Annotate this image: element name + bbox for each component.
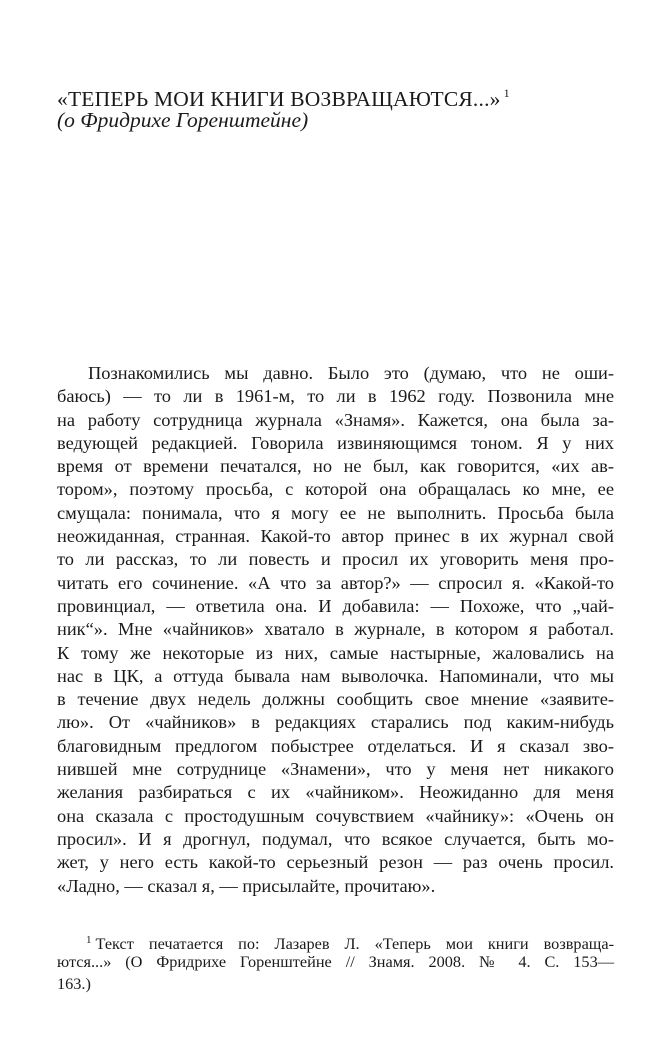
paragraph-line: то ли рассказ, то ли повесть и просил их уговорить меня про-: [57, 549, 614, 570]
paragraph-line: лю». От «чайников» в редакциях старались под каким-нибудь: [57, 712, 614, 733]
paragraph-line: ник“». Мне «чайников» хватало в журнале, в котором я работал.: [57, 619, 614, 640]
paragraph-line: неожиданная, странная. Какой-то автор принес в их журнал свой: [57, 526, 614, 547]
paragraph-line: она сказала с простодушным сочувствием «чайнику»: «Очень он: [57, 805, 614, 826]
footnote: [57, 929, 614, 995]
paragraph-line: баюсь) — то ли в 1961-м, то ли в 1962 году. Позвонила мне: [57, 386, 614, 407]
paragraph-line: желания разбираться с их «чайником». Неожиданно для меня: [57, 782, 614, 803]
footnote-line: [57, 929, 614, 951]
paragraph-line: тором», поэтому просьба, с которой она обращалась ко мне, ее: [57, 479, 614, 500]
paragraph-line: в течение двух недель должны сообщить свое мнение «заявите-: [57, 689, 614, 710]
footnote-reference: 1: [503, 86, 510, 100]
paragraph-line: нившей мне сотруднице «Знамени», что у меня нет никакого: [57, 759, 614, 780]
paragraph-line: жет, у него есть какой-то серьезный резон — раз очень просил.: [57, 852, 614, 873]
paragraph-line: на работу сотрудница журнала «Знамя». Кажется, она была за-: [57, 409, 614, 430]
paragraph-line: ведующей редакцией. Говорила извиняющимся тоном. Я у них: [57, 432, 614, 453]
paragraph-line: просил». И я дрогнул, подумал, что всякое случается, быть мо-: [57, 828, 614, 849]
footnote-line-text: Текст печатается по: Лазарев Л. «Теперь мои книги возвраща-: [95, 934, 614, 953]
paragraph-line: смущала: понимала, что я могу ее не выполнить. Просьба была: [57, 502, 614, 523]
chapter-subtitle: (о Фридрихе Горенштейне): [57, 108, 309, 132]
paragraph-line: время от времени печатался, но не был, как говорится, «их ав-: [57, 456, 614, 477]
paragraph-line: провинциал, — ответила она. И добавила: — Похоже, что „чай-: [57, 595, 614, 616]
paragraph-line: «Ладно, — сказал я, — присылайте, прочитаю».: [57, 875, 436, 896]
paragraph-line: читать его сочинение. «А что за автор?» — спросил я. «Какой-то: [57, 572, 614, 593]
paragraph-line: благовидным предлогом побыстрее отделаться. И я сказал зво-: [57, 735, 614, 756]
paragraph-line: К тому же некоторые из них, самые настырные, жаловались на: [57, 642, 614, 663]
chapter-title-text: «ТЕПЕРЬ МОИ КНИГИ ВОЗВРАЩАЮТСЯ...»: [57, 87, 501, 111]
footnote-line: 163.): [57, 974, 91, 993]
paragraph-line: нас в ЦК, а оттуда бывала нам выволочка. Напоминали, что мы: [57, 665, 614, 686]
paragraph-line: Познакомились мы давно. Было это (думаю, что не оши-: [88, 363, 614, 383]
footnote-marker: 1: [86, 934, 92, 946]
body-paragraph: [57, 362, 614, 898]
footnote-line: ются...» (О Фридрихе Горенштейне // Знамя. 2008. № 4. С. 153—: [57, 952, 614, 971]
